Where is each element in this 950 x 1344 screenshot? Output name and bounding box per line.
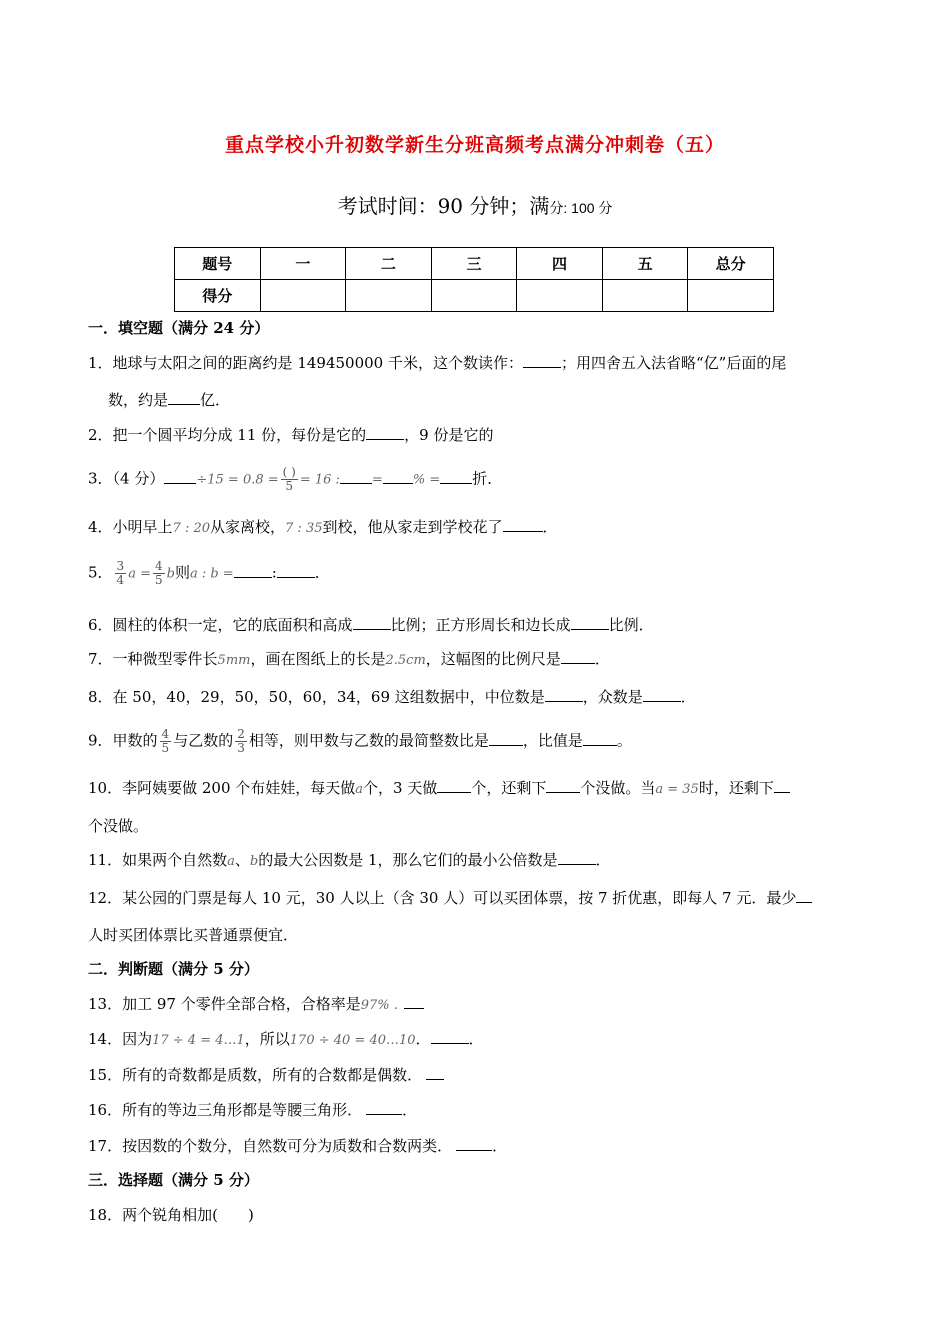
question-text: ，众数是 xyxy=(582,688,643,706)
answer-blank[interactable] xyxy=(353,615,391,630)
question-12 xyxy=(88,886,812,910)
question-text: 2．把一个圆平均分成 11 份，每份是它的 xyxy=(88,426,367,444)
math-expression: b xyxy=(249,854,259,869)
answer-blank[interactable] xyxy=(404,994,424,1009)
question-3 xyxy=(88,466,502,493)
question-text: ，这幅图的比例尺是 xyxy=(425,650,561,668)
score-cell[interactable] xyxy=(346,280,432,312)
question-text: 6．圆柱的体积一定，它的底面积和高成 xyxy=(88,616,353,634)
score-cell[interactable] xyxy=(602,280,688,312)
fraction-denominator: 5 xyxy=(154,573,163,587)
answer-blank[interactable] xyxy=(561,649,595,664)
question-10 xyxy=(88,776,790,802)
math-expression: 7 : 35 xyxy=(285,521,323,536)
math-expression: a = 35 xyxy=(655,782,699,797)
question-text: 到校，他从家走到学校花了 xyxy=(322,518,503,536)
answer-blank[interactable] xyxy=(796,888,812,903)
question-text: ． xyxy=(542,518,558,536)
question-15 xyxy=(88,1063,444,1087)
answer-blank[interactable] xyxy=(583,731,617,746)
question-text: 个，还剩下 xyxy=(471,779,547,797)
question-text: 比例；正方形周长和边长成 xyxy=(390,616,571,634)
question-text: ，画在图纸上的长是 xyxy=(250,650,386,668)
answer-blank[interactable] xyxy=(366,425,404,440)
answer-blank[interactable] xyxy=(643,687,681,702)
math-expression: 2.5cm xyxy=(385,653,426,668)
answer-blank[interactable] xyxy=(168,390,200,405)
score-cell[interactable] xyxy=(517,280,603,312)
question-text: 亿． xyxy=(200,391,231,409)
math-expression: 170 ÷ 40 = 40…10 xyxy=(289,1033,416,1048)
exam-full-score: 分: 100 分 xyxy=(549,200,613,216)
question-1-cont xyxy=(108,388,230,412)
question-text: 4．小明早上 xyxy=(88,518,173,536)
answer-blank[interactable] xyxy=(545,687,583,702)
question-6 xyxy=(88,613,654,637)
answer-blank[interactable] xyxy=(571,615,609,630)
question-text: 10．李阿姨要做 200 个布娃娃，每天做 xyxy=(88,779,356,797)
fraction-numerator: 2 xyxy=(237,727,245,741)
score-header-cell: 五 xyxy=(602,248,688,280)
math-expression: a : b = xyxy=(189,566,234,582)
question-17 xyxy=(88,1134,507,1158)
question-9 xyxy=(88,728,632,755)
answer-blank[interactable] xyxy=(234,563,272,578)
question-18 xyxy=(88,1203,254,1227)
math-expression: ÷15 = 0.8 = xyxy=(196,472,279,488)
exam-time: 考试时间：90 分钟；满 xyxy=(337,194,550,218)
question-11 xyxy=(88,848,611,874)
question-text: ；用四舍五入法省略“亿”后面的尾 xyxy=(560,354,787,372)
question-text: 12．某公园的门票是每人 10 元，30 人以上（含 30 人）可以买团体票，按 7 折优惠，即每人 7 元．最少 xyxy=(88,889,797,907)
math-expression: = xyxy=(371,472,383,488)
fraction-denominator: 5 xyxy=(161,741,170,755)
question-text: 的最大公因数是 1，那么它们的最小公倍数是 xyxy=(258,851,558,869)
question-text: 16．所有的等边三角形都是等腰三角形． xyxy=(88,1101,363,1119)
question-text: 比例． xyxy=(608,616,654,634)
math-expression: a = xyxy=(128,566,151,582)
question-text: : xyxy=(271,563,277,582)
question-text: 11．如果两个自然数 xyxy=(88,851,228,869)
question-text: 14．因为 xyxy=(88,1030,153,1048)
question-1 xyxy=(88,351,786,375)
answer-blank[interactable] xyxy=(340,469,372,484)
score-header-cell: 题号 xyxy=(175,248,261,280)
fraction-denominator: 5 xyxy=(285,479,294,493)
question-10-cont xyxy=(88,814,148,838)
question-text: 则 xyxy=(174,563,190,582)
math-expression: a xyxy=(355,782,364,797)
question-text: ，比值是 xyxy=(522,731,583,750)
question-text: 3．（4 分） xyxy=(88,469,165,488)
fraction-numerator: 3 xyxy=(116,559,125,573)
section-heading-true-false: 二．判断题（满分 5 分） xyxy=(88,960,259,978)
question-text: 17．按因数的个数分，自然数可分为质数和合数两类． xyxy=(88,1137,453,1155)
fraction xyxy=(115,560,127,587)
question-text: 个没做。当 xyxy=(580,779,656,797)
answer-blank[interactable] xyxy=(523,353,561,368)
math-expression: 97% . xyxy=(360,998,398,1013)
question-text: 18．两个锐角相加( ) xyxy=(88,1206,254,1224)
question-14 xyxy=(88,1027,484,1053)
answer-blank[interactable] xyxy=(456,1136,492,1151)
question-2 xyxy=(88,423,493,447)
answer-blank[interactable] xyxy=(546,778,580,793)
question-text: ． xyxy=(314,563,330,582)
answer-blank[interactable] xyxy=(437,778,471,793)
question-text: ． xyxy=(594,650,610,668)
question-text: 1．地球与太阳之间的距离约是 149450000 千米，这个数读作： xyxy=(88,354,523,372)
fraction-numerator: 4 xyxy=(161,727,170,741)
answer-blank[interactable] xyxy=(426,1065,444,1080)
question-text: 13．加工 97 个零件全部合格，合格率是 xyxy=(88,995,361,1013)
question-text: 7．一种微型零件长 xyxy=(88,650,218,668)
fraction-denominator: 3 xyxy=(237,741,245,755)
question-text: 个，3 天做 xyxy=(363,779,438,797)
question-text: ． xyxy=(680,688,696,706)
question-text: 折． xyxy=(472,469,503,488)
score-row-label: 得分 xyxy=(175,280,261,312)
score-table xyxy=(174,247,774,312)
answer-blank[interactable] xyxy=(558,850,596,865)
section-heading-multiple-choice: 三．选择题（满分 5 分） xyxy=(88,1171,259,1189)
fraction-numerator: ( ) xyxy=(282,465,296,479)
answer-blank[interactable] xyxy=(489,731,523,746)
math-expression: a xyxy=(227,854,235,869)
question-12-cont xyxy=(88,923,298,947)
score-cell[interactable] xyxy=(260,280,346,312)
question-text: 与乙数的 xyxy=(173,731,234,750)
question-text: ． xyxy=(402,1101,418,1119)
question-text: 相等，则甲数与乙数的最简整数比是 xyxy=(248,731,489,750)
fraction xyxy=(281,466,298,493)
score-cell[interactable] xyxy=(431,280,517,312)
score-header-cell: 一 xyxy=(260,248,346,280)
exam-info xyxy=(0,190,950,219)
fraction-denominator: 4 xyxy=(116,573,125,587)
math-expression: 5mm xyxy=(217,653,251,668)
answer-blank[interactable] xyxy=(277,563,315,578)
score-table-score-row xyxy=(175,280,774,312)
answer-blank[interactable] xyxy=(366,1100,402,1115)
question-text: 时，还剩下 xyxy=(698,779,774,797)
question-text: ，所以 xyxy=(244,1030,290,1048)
math-expression: = 16 : xyxy=(299,472,340,488)
fraction xyxy=(153,560,165,587)
fraction xyxy=(235,728,247,755)
score-header-cell: 四 xyxy=(517,248,603,280)
answer-blank[interactable] xyxy=(164,469,196,484)
question-text: 人时买团体票比买普通票便宜． xyxy=(88,926,299,944)
math-expression: 7 : 20 xyxy=(172,521,211,536)
page-title: 重点学校小升初数学新生分班高频考点满分冲刺卷（五） xyxy=(224,134,725,156)
question-text: 、 xyxy=(234,851,250,869)
question-text: 8．在 50，40，29，50，50，60，34，69 这组数据中，中位数是 xyxy=(88,688,545,706)
question-text: ． xyxy=(595,851,611,869)
math-expression: 17 ÷ 4 = 4…1 xyxy=(152,1033,245,1048)
question-text: ． xyxy=(415,1030,431,1048)
question-text: ，9 份是它的 xyxy=(404,426,494,444)
answer-blank[interactable] xyxy=(383,469,413,484)
question-16 xyxy=(88,1098,417,1122)
question-text: 从家离校， xyxy=(210,518,286,536)
math-expression: % = xyxy=(412,472,441,488)
score-header-cell: 三 xyxy=(431,248,517,280)
question-13 xyxy=(88,992,424,1018)
question-text: 数，约是 xyxy=(108,391,169,409)
question-8 xyxy=(88,685,696,709)
score-header-cell: 二 xyxy=(346,248,432,280)
question-text: 。 xyxy=(616,731,632,750)
score-header-cell: 总分 xyxy=(688,248,774,280)
question-text: ． xyxy=(492,1137,508,1155)
question-4 xyxy=(88,515,558,541)
answer-blank[interactable] xyxy=(440,469,472,484)
score-table-header-row xyxy=(175,248,774,280)
section-heading-fill-in: 一．填空题（满分 24 分） xyxy=(88,319,270,337)
score-cell[interactable] xyxy=(688,280,774,312)
fraction-numerator: 4 xyxy=(154,559,163,573)
answer-blank[interactable] xyxy=(774,778,790,793)
question-text: 15．所有的奇数都是质数，所有的合数都是偶数． xyxy=(88,1066,423,1084)
question-7 xyxy=(88,647,610,673)
question-5 xyxy=(88,560,330,587)
math-expression: b xyxy=(166,566,175,582)
answer-blank[interactable] xyxy=(503,517,543,532)
question-text: 个没做。 xyxy=(88,817,149,835)
question-text: ． xyxy=(468,1030,484,1048)
question-text: 5． xyxy=(88,563,113,582)
answer-blank[interactable] xyxy=(431,1029,469,1044)
fraction xyxy=(160,728,172,755)
question-text: 9．甲数的 xyxy=(88,731,158,750)
